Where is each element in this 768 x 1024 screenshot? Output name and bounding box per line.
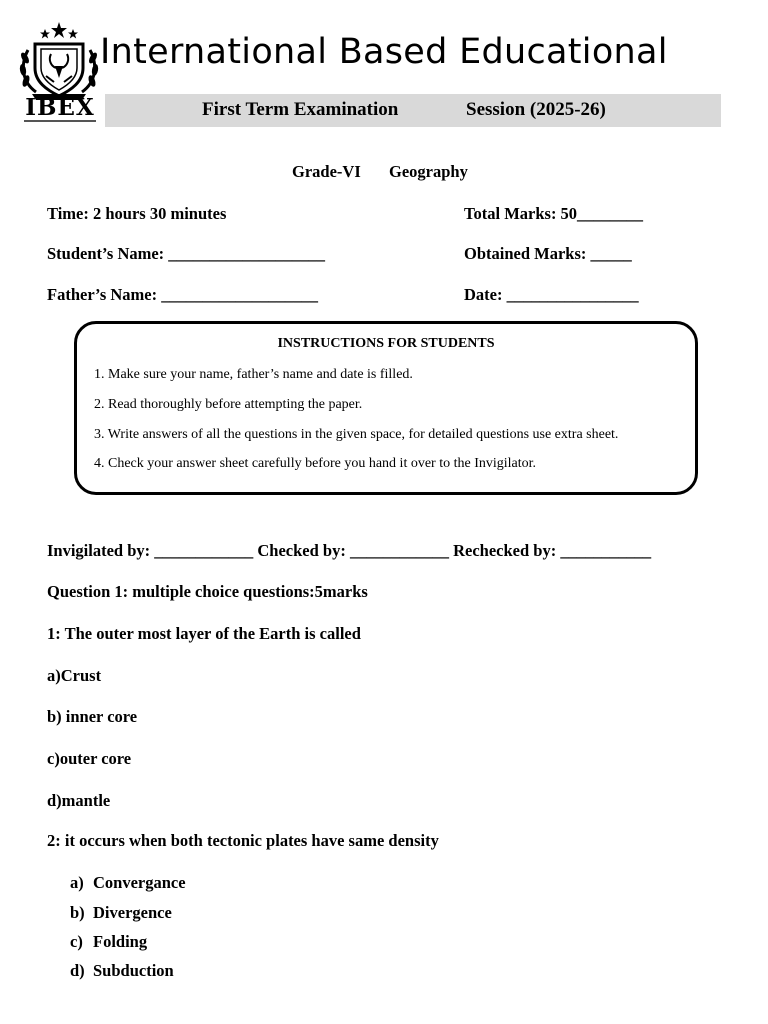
student-name-field: Student’s Name: ___________________ xyxy=(47,244,326,263)
answer-option: d)mantle xyxy=(47,791,111,810)
instruction-item: 2. Read thoroughly before attempting the paper. xyxy=(94,397,363,412)
total-marks: Total Marks: 50________ xyxy=(464,204,644,223)
option-letter: a) xyxy=(70,873,84,892)
option-letter: c) xyxy=(70,932,83,951)
date-field: Date: ________________ xyxy=(464,285,639,304)
subject-label: Geography xyxy=(389,162,468,181)
answer-option: c)outer core xyxy=(47,749,132,768)
school-logo xyxy=(18,20,100,128)
grade-label: Grade-VI xyxy=(292,162,361,181)
instruction-item: 3. Write answers of all the questions in the given space, for detailed questions use extra sheet. xyxy=(94,427,619,442)
answer-option: Subduction xyxy=(93,961,174,980)
section-title: Question 1: multiple choice questions:5marks xyxy=(47,582,368,601)
time-info: Time: 2 hours 30 minutes xyxy=(47,204,227,223)
answer-option: Convergance xyxy=(93,873,186,892)
instruction-item: 1. Make sure your name, father’s name and date is filled. xyxy=(94,367,413,382)
father-name-field: Father’s Name: ___________________ xyxy=(47,285,318,304)
signature-line: Invigilated by: ____________ Checked by: ____________ Rechecked by: ___________ xyxy=(47,541,652,560)
instructions-box xyxy=(74,321,698,495)
instructions-title: INSTRUCTIONS FOR STUDENTS xyxy=(277,336,495,351)
instruction-item: 4. Check your answer sheet carefully before you hand it over to the Invigilator. xyxy=(94,456,537,471)
question-text: 2: it occurs when both tectonic plates have same density xyxy=(47,831,439,850)
exam-header-bar xyxy=(105,94,721,127)
answer-option: Divergence xyxy=(93,903,172,922)
option-letter: d) xyxy=(70,961,85,980)
answer-option: b) inner core xyxy=(47,707,138,726)
school-name: International Based Educational xyxy=(100,32,668,72)
answer-option: Folding xyxy=(93,932,148,951)
exam-title: First Term Examination xyxy=(202,99,399,120)
obtained-marks-field: Obtained Marks: _____ xyxy=(464,244,632,263)
answer-option: a)Crust xyxy=(47,666,102,685)
logo-text: IBEX xyxy=(25,94,95,121)
question-text: 1: The outer most layer of the Earth is called xyxy=(47,624,361,643)
option-letter: b) xyxy=(70,903,85,922)
exam-session: Session (2025-26) xyxy=(466,99,606,120)
